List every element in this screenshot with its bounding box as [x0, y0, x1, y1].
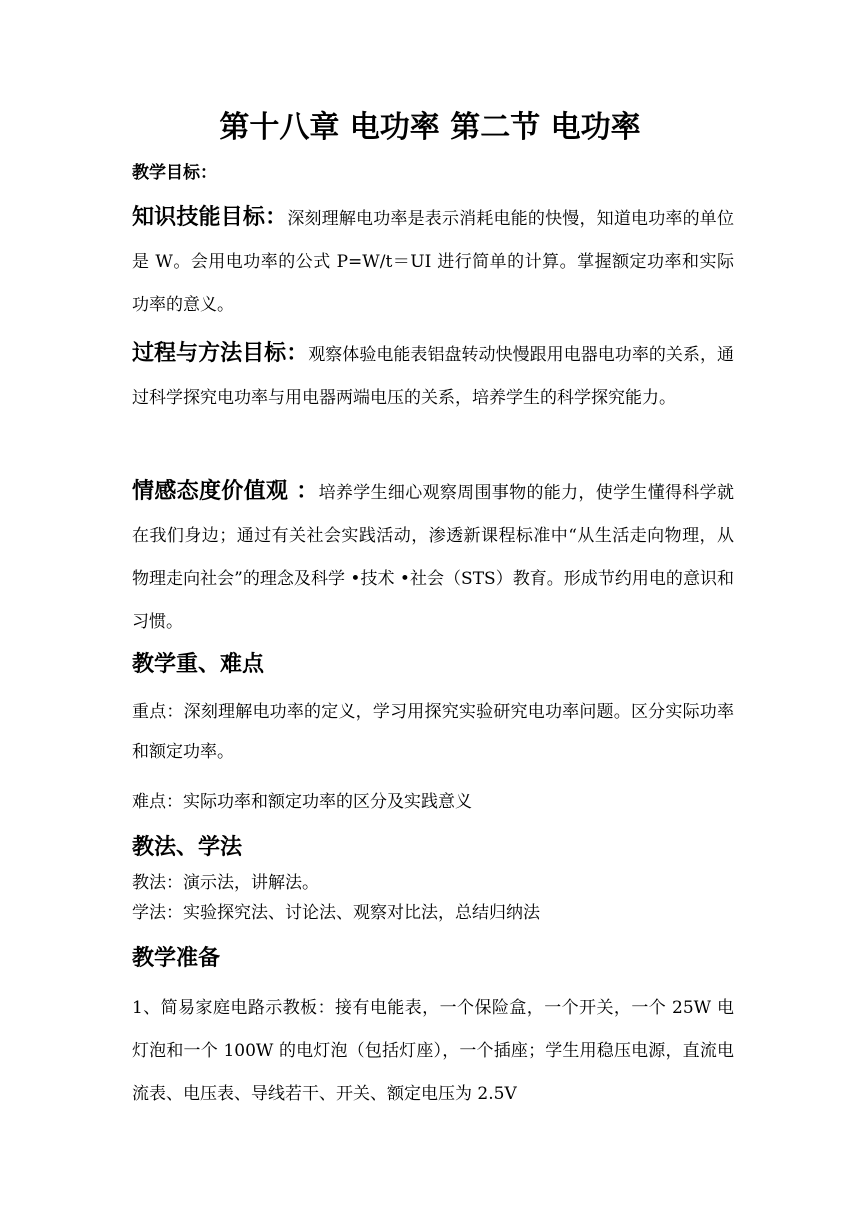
emotion-goal-label: 情感态度价值观 ：	[132, 479, 319, 504]
knowledge-goal-text: 深刻理解电功率是表示消耗电能的快慢，知道电功率的单位是 W。会用电功率的公式 P=W/t＝UI 进行简单的计算。掌握额定功率和实际功率的意义。	[132, 209, 734, 315]
difficult-point: 难点：实际功率和额定功率的区分及实践意义	[132, 792, 472, 812]
process-goal-label: 过程与方法目标：	[132, 341, 309, 366]
methods-heading: 教法、学法	[132, 835, 243, 860]
preparation-item-1: 1、简易家庭电路示教板：接有电能表，一个保险盒，一个开关，一个 25W 电灯泡和一个 100W 的电灯泡（包括灯座），一个插座；学生用稳压电源，直流电流表、电压表、导线若干、开关、额定电压为 2.5V	[132, 998, 734, 1104]
process-goal-text: 观察体验电能表铝盘转动快慢跟用电器电功率的关系，通过科学探究电功率与用电器两端电压的关系，培养学生的科学探究能力。	[132, 345, 734, 408]
key-point: 重点：深刻理解电功率的定义，学习用探究实验研究电功率问题。区分实际功率和额定功率。	[132, 702, 734, 762]
emotion-goal-text: 培养学生细心观察周围事物的能力，使学生懂得科学就在我们身边；通过有关社会实践活动，渗透新课程标准中“从生活走向物理，从物理走向社会”的理念及科学 •技术 •社会（STS）教育。形成节约用电的意识和习惯。	[132, 483, 735, 632]
teaching-goals-label: 教学目标：	[132, 163, 217, 183]
preparation-heading: 教学准备	[132, 946, 221, 971]
process-goal-paragraph	[132, 332, 734, 420]
learning-method: 学法：实验探究法、讨论法、观察对比法，总结归纳法	[132, 903, 540, 923]
page-title: 第十八章 电功率 第二节 电功率	[219, 110, 641, 145]
teaching-method: 教法：演示法，讲解法。	[132, 873, 319, 893]
knowledge-goal-paragraph	[132, 196, 734, 327]
key-difficult-heading: 教学重、难点	[132, 652, 265, 677]
emotion-goal-paragraph	[132, 470, 734, 644]
knowledge-goal-label: 知识技能目标：	[132, 205, 288, 230]
